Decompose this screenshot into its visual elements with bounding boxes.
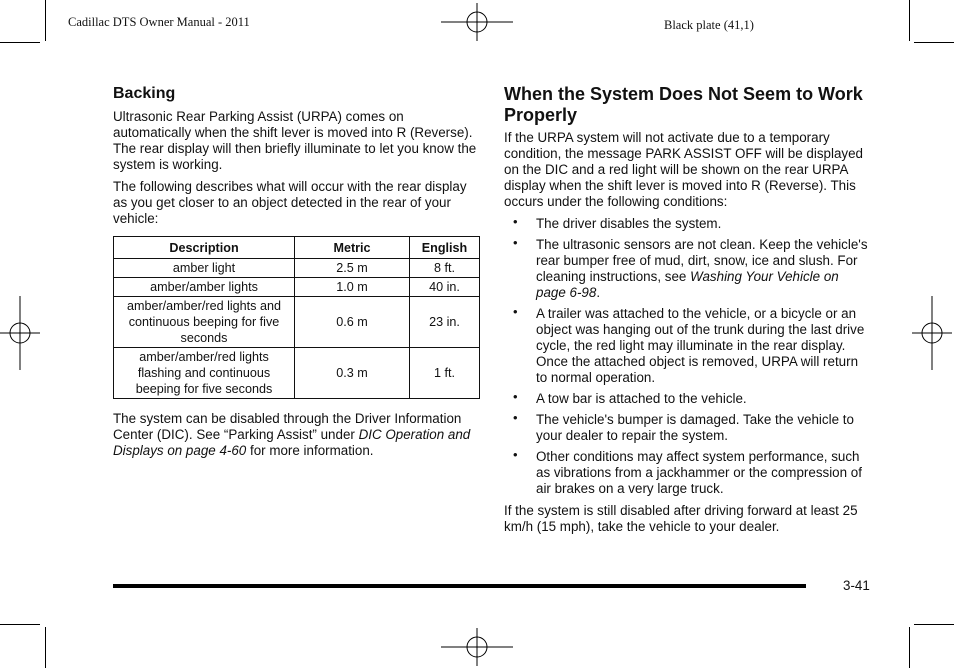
table-row — [114, 297, 480, 348]
bullet-icon: • — [513, 389, 518, 404]
bullet-icon: • — [513, 410, 518, 425]
conditions-list — [504, 216, 872, 497]
crop-mark — [0, 624, 40, 625]
table-header-row — [114, 237, 480, 259]
table-cell: amber light — [114, 259, 295, 278]
bullet-icon: • — [513, 447, 518, 462]
table-row — [114, 278, 480, 297]
table-row — [114, 259, 480, 278]
list-item-text: . — [596, 285, 601, 300]
table-cell: 23 in. — [410, 297, 480, 348]
bullet-icon: • — [513, 235, 518, 250]
section-heading-troubleshooting: When the System Does Not Seem to Work Properly — [504, 84, 863, 125]
table-cell: amber/amber/red lights flashing and continuous beeping for five seconds — [114, 348, 295, 399]
registration-target-icon — [0, 296, 40, 370]
crop-mark — [45, 627, 46, 668]
list-item-text: The driver disables the system. — [536, 216, 722, 231]
registration-target-icon — [912, 296, 952, 370]
cross-reference-link[interactable]: Washing Your Vehicle on page 6-98 — [536, 269, 839, 300]
bullet-icon: • — [513, 304, 518, 319]
plate-label: Black plate (41,1) — [664, 18, 754, 32]
left-column — [113, 84, 481, 459]
page-number: 3-41 — [843, 578, 870, 593]
paragraph — [113, 411, 481, 459]
list-item — [504, 237, 872, 301]
text-run: for more information. — [246, 443, 374, 458]
crop-mark — [45, 0, 46, 41]
registration-target-icon — [441, 3, 513, 41]
list-item-text: The vehicle's bumper is damaged. Take the vehicle to your dealer to repair the system. — [536, 412, 854, 443]
table-cell: 0.3 m — [295, 348, 410, 399]
column-header: English — [410, 237, 480, 259]
text-run: The system can be disabled through the Driver Information Center (DIC). See “Parking Assist” under — [113, 411, 462, 442]
table-cell: 0.6 m — [295, 297, 410, 348]
footer-rule — [113, 584, 806, 588]
list-item — [504, 216, 872, 232]
list-item-text: A tow bar is attached to the vehicle. — [536, 391, 747, 406]
table-cell: 2.5 m — [295, 259, 410, 278]
table-cell: 40 in. — [410, 278, 480, 297]
crop-mark — [914, 42, 954, 43]
table-cell: 1 ft. — [410, 348, 480, 399]
table-cell: amber/amber/red lights and continuous beeping for five seconds — [114, 297, 295, 348]
table-row — [114, 348, 480, 399]
table-cell: 1.0 m — [295, 278, 410, 297]
paragraph: Ultrasonic Rear Parking Assist (URPA) comes on automatically when the shift lever is moved into R (Reverse). The rear display will then briefly illuminate to let you know the system is working. — [113, 109, 477, 172]
column-header: Description — [114, 237, 295, 259]
list-item-text: A trailer was attached to the vehicle, or a bicycle or an object was hanging out of the trunk during the last drive cycle, the red light may illuminate in the rear display. Once the attached object is removed, URPA will return to normal operation. — [536, 306, 865, 385]
list-item — [504, 391, 872, 407]
list-item-text: Other conditions may affect system performance, such as vibrations from a jackhammer or the compression of air brakes on a very large truck. — [536, 449, 862, 496]
crop-mark — [909, 627, 910, 668]
running-header-title: Cadillac DTS Owner Manual - 2011 — [68, 15, 250, 29]
right-column — [504, 84, 872, 535]
distance-table — [113, 236, 480, 399]
list-item — [504, 449, 872, 497]
list-item — [504, 306, 872, 386]
paragraph: The following describes what will occur with the rear display as you get closer to an object detected in the rear of your vehicle: — [113, 179, 467, 226]
column-header: Metric — [295, 237, 410, 259]
list-item — [504, 412, 872, 444]
table-cell: 8 ft. — [410, 259, 480, 278]
section-heading-backing: Backing — [113, 85, 176, 102]
table-cell: amber/amber lights — [114, 278, 295, 297]
paragraph: If the system is still disabled after driving forward at least 25 km/h (15 mph), take the vehicle to your dealer. — [504, 503, 858, 534]
paragraph: If the URPA system will not activate due to a temporary condition, the message PARK ASSIST OFF will be displayed on the DIC and a red light will be shown on the rear URPA display when the shift lever is moved into R (Reverse). This occurs under the following conditions: — [504, 130, 863, 209]
crop-mark — [909, 0, 910, 41]
bullet-icon: • — [513, 214, 518, 229]
cross-reference-link[interactable]: DIC Operation and Displays on page 4-60 — [113, 427, 471, 458]
list-item-text: The ultrasonic sensors are not clean. Keep the vehicle's rear bumper free of mud, dirt, snow, ice and slush. For cleaning instructions, see — [536, 237, 868, 284]
registration-target-icon — [441, 628, 513, 666]
crop-mark — [914, 624, 954, 625]
crop-mark — [0, 42, 40, 43]
